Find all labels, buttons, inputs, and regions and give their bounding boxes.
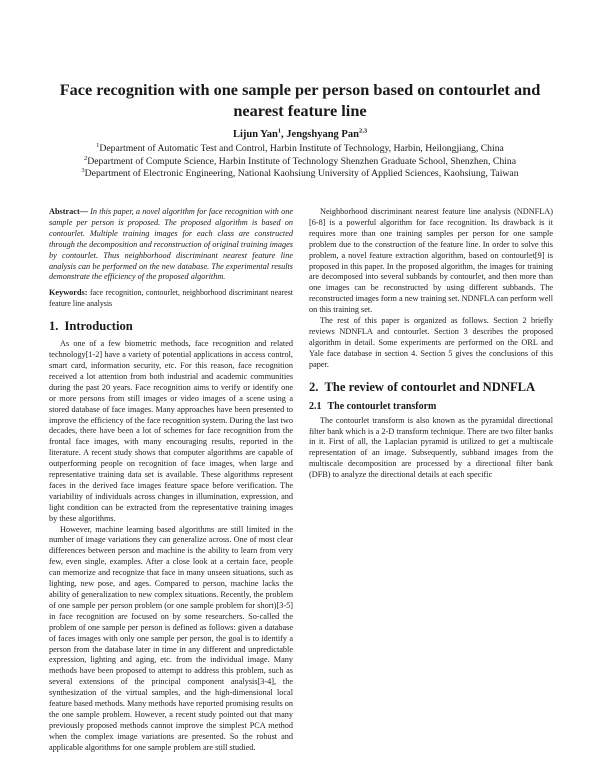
section-title: The review of contourlet and NDNFLA [324, 379, 536, 394]
author-superscript: 2,3 [358, 127, 368, 135]
affiliation-superscript: 2 [83, 154, 88, 162]
affiliation-text: Department of Automatic Test and Control, Harbin Institute of Technology, Harbin, Heilongjiang, China [99, 143, 504, 154]
left-column [49, 207, 293, 754]
section-heading-review [309, 380, 553, 395]
intro-paragraph-4: The rest of this paper is organized as follows. Section 2 briefly reviews NDNFLA and contourlet. Section 3 describes the proposed algorithm in detail. Some experiments are performed on the ORL and Yale face database in section 4. Section 5 gives the conclusions of this paper. [309, 316, 553, 369]
abstract-label: Abstract— [49, 207, 88, 216]
author-name: Jengshyang Pan [286, 129, 359, 140]
right-column [309, 207, 553, 481]
author-name: Lijun Yan [232, 129, 278, 140]
affiliations [10, 143, 590, 181]
affiliation-1 [10, 143, 590, 156]
affiliation-3 [10, 168, 590, 181]
affiliation-superscript: 3 [81, 166, 85, 174]
paper-title: Face recognition with one sample per person based on contourlet and nearest feature line [59, 80, 541, 120]
section-number: 1. [49, 319, 59, 334]
subsection-heading-contourlet [309, 400, 553, 413]
keywords [49, 288, 293, 310]
abstract [49, 207, 293, 283]
subsection-title: The contourlet transform [327, 400, 437, 412]
author-superscript: 1 [277, 127, 282, 135]
intro-paragraph-2: However, machine learning based algorithms are still limited in the number of image variations they can generalize across. One of most clear differences between person and machine is the ability to learn from very few, even single, examples. After a close look at a certain face, people can memorize and recognize that face in many unseen situations, such as lighting, new pose, and ages. Compared to person, machine lacks the ability of generalization to new complex situations. Recently, the problem of one sample per person problem (or one sample problem for short)[3-5] in face recognition are focused on by some researchers. So-called the problem of one sample per person is defined as follows: given a database of faces images with only one sample per person, the goal is to identify a person from the database later in time in any different and unpredictable expression, lighting and aging, etc. from the individual image. Many methods have been proposed to attempt to address this problem, such as several extensions of the principal component analysis[3-4], the synthesization of the virtual samples, and the high-dimensional local feature based methods. Many methods have reported promising results on the one sample problem. However, a recent study pointed out that many previously proposed methods cannot improve the simplest PCA method when the complex image variations are presented. So the robust and applicable algorithms for one sample problem are still studied. [49, 524, 293, 752]
intro-paragraph-1: As one of a few biometric methods, face recognition and related technology[1-2] have a variety of potential applications in access control, smart card, information security, etc. For this reason, face recognition received a lot attention from both industrial and academic communities during the past 20 years. Face recognition aims to verify or identify one or more persons from still images or video images of a scene using a stored database of face images. Many approaches have been presented to improve the efficiency of the face recognition system. During the last two decades, there have been a lot of schemes for face recognition from the frontal face images, with many encouraging results, reported in the literature. A recent study shows that computer algorithms are capable of outperforming people on recognition of face images, when large and representative training data set is available. These algorithms represent faces in the derived face images feature space before verification. The variability of individuals across changes in illumination, expression, and light condition can be extracted from the representative training images by these algorithms. [49, 339, 293, 523]
abstract-text: In this paper, a novel algorithm for face recognition with one sample per person is proposed. The proposed algorithm is based on contourlet. Multiple training images for each class are constructed through the decomposition and reconstruction of original training images by contourlet. Thus neighborhood discriminant nearest feature line analysis can be performed on the new database. The experimental results demonstrate the efficiency of the proposed algorithm. [49, 207, 293, 282]
keywords-text: face recognition, contourlet, neighborhood discriminant nearest feature line analysis [49, 288, 293, 309]
affiliation-text: Department of Compute Science, Harbin Institute of Technology Shenzhen Graduate School, Shenzhen, China [87, 155, 517, 167]
intro-paragraph-3: Neighborhood discriminant nearest feature line analysis (NDNFLA)[6-8] is a powerful algorithm for face recognition. Its drawback is it requires more than one training samples per person for one sample problem due to the construction of the feature line. In order to solve this problem, a novel feature extraction algorithm, based on contourlet[9] is proposed in this paper. In the proposed algorithm, the images for training are decomposed into several subbands by contourlet, and then more than one images can be reconstructed by using different subbands. The reconstructed images form a new training set. NDNFLA can perform well on this training set. [309, 207, 553, 315]
author-separator: , [281, 129, 287, 140]
author-line [40, 128, 560, 142]
affiliation-2 [10, 156, 590, 169]
section-heading-introduction [49, 319, 293, 334]
contourlet-paragraph-1: The contourlet transform is also known as the pyramidal directional filter bank which is a 2-D transform technique. There are two filter banks in it. First of all, the Laplacian pyramid is utilized to get a multiscale representation of an image. Subsequently, subband images from the multiscale decomposition are processed by a directional filter bank (DFB) to analyze the directional details at each specific [309, 415, 553, 480]
affiliation-superscript: 1 [96, 141, 100, 149]
section-title: Introduction [64, 319, 133, 334]
subsection-number: 2.1 [309, 400, 322, 412]
keywords-label: Keywords: [49, 288, 88, 298]
section-number: 2. [309, 379, 319, 394]
affiliation-text: Department of Electronic Engineering, National Kaohsiung University of Applied Sciences, Kaohsiung, Taiwan [84, 168, 519, 180]
